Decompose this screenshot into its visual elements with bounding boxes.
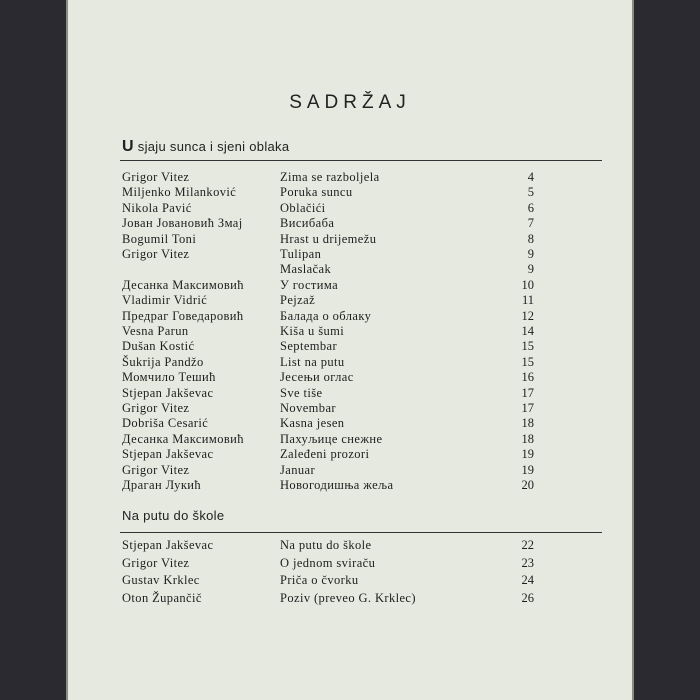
toc-entry: [68, 200, 632, 216]
toc-page-number: 9: [527, 262, 534, 277]
toc-poem-title: Novembar: [280, 401, 336, 415]
toc-author: Драган Лукић: [122, 478, 202, 492]
toc-author: Vesna Parun: [122, 324, 189, 338]
toc-author: Stjepan Jakševac: [122, 447, 214, 462]
toc-poem-title: Новогодишња жеља: [280, 478, 394, 492]
toc-entry: [68, 184, 632, 200]
toc-author: Grigor Vitez: [122, 401, 190, 415]
toc-page-number: 16: [521, 370, 534, 385]
toc-author: Grigor Vitez: [122, 462, 190, 477]
toc-poem-title: Priča o čvorku: [280, 573, 359, 587]
toc-author: Grigor Vitez: [122, 555, 190, 570]
toc-entry: [68, 354, 632, 370]
toc-poem-title: Septembar: [280, 339, 338, 354]
toc-poem-title: Oblačići: [280, 200, 326, 215]
toc-page-number: 15: [521, 354, 534, 369]
toc-poem-title: Балада о облаку: [280, 308, 372, 323]
toc-poem-title: Poruka suncu: [280, 185, 353, 200]
toc-author: Gustav Krklec: [122, 573, 200, 587]
toc-poem-title: Zaleđeni prozori: [280, 447, 370, 462]
toc-page-number: 19: [521, 447, 534, 462]
toc-page-number: 4: [527, 170, 534, 184]
toc-page-number: 22: [521, 538, 534, 552]
toc-page-number: 15: [521, 339, 534, 354]
section-rule-1: [120, 160, 602, 161]
toc-poem-title: Na putu do škole: [280, 538, 372, 552]
toc-poem-title: Sve tiše: [280, 385, 323, 400]
section-rule-2: [120, 532, 602, 533]
toc-author: Miljenko Milanković: [122, 185, 237, 200]
toc-page-number: 23: [521, 555, 534, 570]
toc-author: Десанка Максимовић: [122, 277, 244, 292]
toc-page-number: 20: [521, 478, 534, 492]
toc-entry: [68, 446, 632, 462]
toc-page-number: 11: [521, 293, 534, 308]
toc-poem-title: Zima se razboljela: [280, 170, 380, 184]
toc-author: Stjepan Jakševac: [122, 538, 214, 552]
toc-page-number: 19: [521, 462, 534, 477]
toc-page-number: 7: [527, 216, 534, 231]
toc-author: Šukrija Pandžo: [122, 354, 204, 369]
toc-poem-title: Kiša u šumi: [280, 324, 345, 338]
toc-poem-title: O jednom sviraču: [280, 555, 376, 570]
toc-poem-title: Maslačak: [280, 262, 332, 277]
toc-entry: [68, 555, 632, 571]
toc-author: Момчило Тешић: [122, 370, 216, 385]
toc-entry: [68, 462, 632, 478]
toc-page-number: 8: [527, 231, 534, 246]
toc-page-number: 18: [521, 416, 534, 431]
toc-poem-title: List na putu: [280, 354, 345, 369]
toc-entry: [68, 277, 632, 293]
toc-author: Јован Јовановић Змај: [122, 216, 243, 231]
toc-author: Bogumil Toni: [122, 231, 197, 246]
toc-page-number: 17: [521, 401, 534, 415]
toc-author: Dušan Kostić: [122, 339, 195, 354]
toc-author: Dobriša Cesarić: [122, 416, 209, 431]
toc-author: Grigor Vitez: [122, 247, 190, 261]
toc-author: Десанка Максимовић: [122, 431, 244, 446]
toc-poem-title: Kasna jesen: [280, 416, 345, 431]
toc-poem-title: Pejzaž: [280, 293, 316, 308]
toc-author: Grigor Vitez: [122, 170, 190, 184]
toc-entry: [68, 292, 632, 308]
toc-author: Stjepan Jakševac: [122, 385, 214, 400]
toc-entry: [68, 385, 632, 401]
section-title-text: Na putu do škole: [122, 508, 225, 523]
toc-entry: [68, 431, 632, 447]
toc-page-number: 26: [521, 590, 534, 605]
toc-entry: [68, 215, 632, 231]
toc-page-number: 14: [521, 324, 534, 338]
toc-page-number: 9: [527, 247, 534, 261]
toc-entry: [68, 231, 632, 247]
toc-poem-title: Poziv (preveo G. Krklec): [280, 590, 416, 605]
toc-poem-title: Hrast u drijemežu: [280, 231, 377, 246]
toc-entry: [68, 308, 632, 324]
toc-poem-title: Висибаба: [280, 216, 335, 231]
toc-entry: [68, 590, 632, 606]
toc-author: Vladimir Vidrić: [122, 293, 208, 308]
toc-poem-title: Tulipan: [280, 247, 322, 261]
toc-author: Предраг Говедаровић: [122, 308, 244, 323]
toc-poem-title: Пахуљице снежне: [280, 431, 383, 446]
toc-poem-title: Januar: [280, 462, 316, 477]
section-title-1: [122, 138, 289, 156]
toc-author: Nikola Pavić: [122, 200, 192, 215]
toc-poem-title: Јесењи оглас: [280, 370, 354, 385]
toc-page-number: 24: [521, 573, 534, 587]
toc-entry: [68, 415, 632, 431]
book-page: [66, 0, 634, 700]
toc-author: Oton Župančič: [122, 590, 202, 605]
toc-entry: [68, 169, 632, 185]
toc-entry: [68, 572, 632, 588]
toc-page-number: 18: [521, 431, 534, 446]
section-title-initial: U: [122, 138, 134, 155]
toc-entry: [68, 477, 632, 493]
toc-page-number: 10: [521, 277, 534, 292]
toc-entry: [68, 261, 632, 277]
toc-entry: [68, 369, 632, 385]
toc-entry: [68, 400, 632, 416]
page-title: SADRŽAJ: [289, 92, 411, 113]
toc-entry: [68, 537, 632, 553]
section-title-text: sjaju sunca i sjeni oblaka: [133, 139, 290, 154]
toc-poem-title: У гостима: [280, 277, 339, 292]
toc-page-number: 17: [521, 385, 534, 400]
toc-entry: [68, 338, 632, 354]
toc-page-number: 5: [527, 185, 534, 200]
toc-page-number: 12: [521, 308, 534, 323]
section-title-2: [122, 508, 224, 523]
toc-entry: [68, 323, 632, 339]
toc-page-number: 6: [527, 200, 534, 215]
toc-entry: [68, 246, 632, 262]
